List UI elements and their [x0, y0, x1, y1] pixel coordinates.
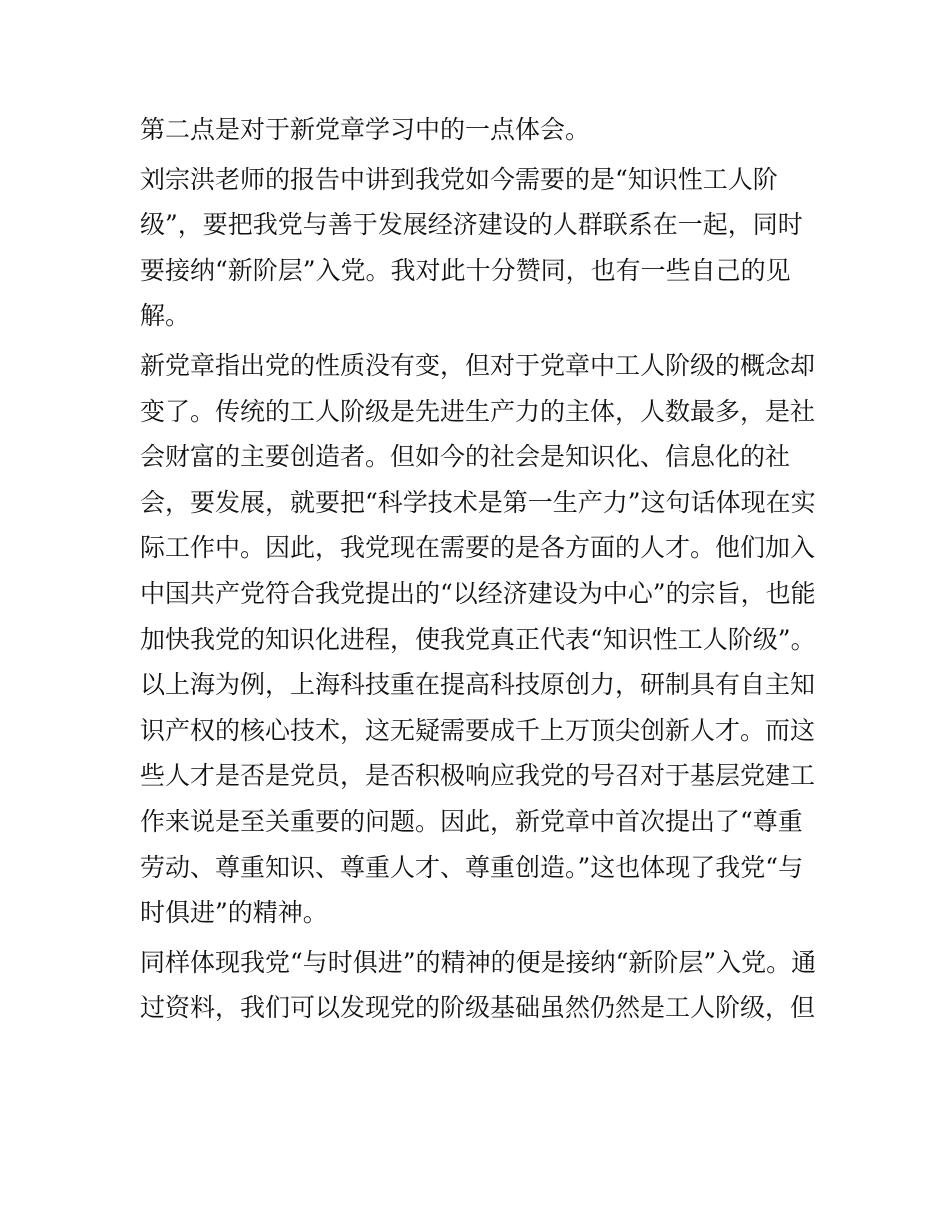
text-line: 变了。传统的工人阶级是先进生产力的主体，人数最多，是社: [140, 396, 816, 426]
text-line: 加快我党的知识化进程，使我党真正代表“知识性工人阶级”。: [140, 624, 816, 654]
text-line: 新党章指出党的性质没有变，但对于党章中工人阶级的概念却: [140, 350, 816, 380]
text-line: 第二点是对于新党章学习中的一点体会。: [140, 115, 591, 144]
text-line: 识产权的核心技术，这无疑需要成千上万顶尖创新人才。而这: [140, 715, 816, 745]
text-line: 级”，要把我党与善于发展经济建设的人群联系在一起，同时: [140, 210, 803, 240]
text-line: 中国共产党符合我党提出的“以经济建设为中心”的宗旨，也能: [140, 578, 816, 608]
document-body: [140, 107, 820, 1031]
text-line: 劳动、尊重知识、尊重人才、尊重创造。”这也体现了我党“与: [140, 852, 804, 882]
text-line: 同样体现我党“与时俱进”的精神的便是接纳“新阶层”入党。通: [140, 947, 817, 977]
paragraph-3: [140, 343, 820, 936]
paragraph-1: [140, 107, 820, 153]
paragraph-2: [140, 157, 820, 339]
text-line: 作来说是至关重要的问题。因此，新党章中首次提出了“尊重: [140, 806, 803, 836]
text-line: 会，要发展，就要把“科学技术是第一生产力”这句话体现在实: [140, 487, 816, 517]
text-line: 要接纳“新阶层”入党。我对此十分赞同，也有一些自己的见: [140, 255, 791, 285]
text-line: 际工作中。因此，我党现在需要的是各方面的人才。他们加入: [140, 533, 816, 563]
text-line: 解。: [140, 301, 191, 331]
paragraph-4: [140, 940, 820, 1031]
text-line: 过资料，我们可以发现党的阶级基础虽然仍然是工人阶级，但: [140, 993, 816, 1023]
text-line: 时俱进”的精神。: [140, 898, 328, 928]
text-line: 些人才是否是党员，是否积极响应我党的号召对于基层党建工: [140, 761, 816, 791]
text-line: 刘宗洪老师的报告中讲到我党如今需要的是“知识性工人阶: [140, 164, 778, 194]
text-line: 以上海为例，上海科技重在提高科技原创力，研制具有自主知: [140, 670, 816, 700]
text-line: 会财富的主要创造者。但如今的社会是知识化、信息化的社: [140, 442, 791, 472]
